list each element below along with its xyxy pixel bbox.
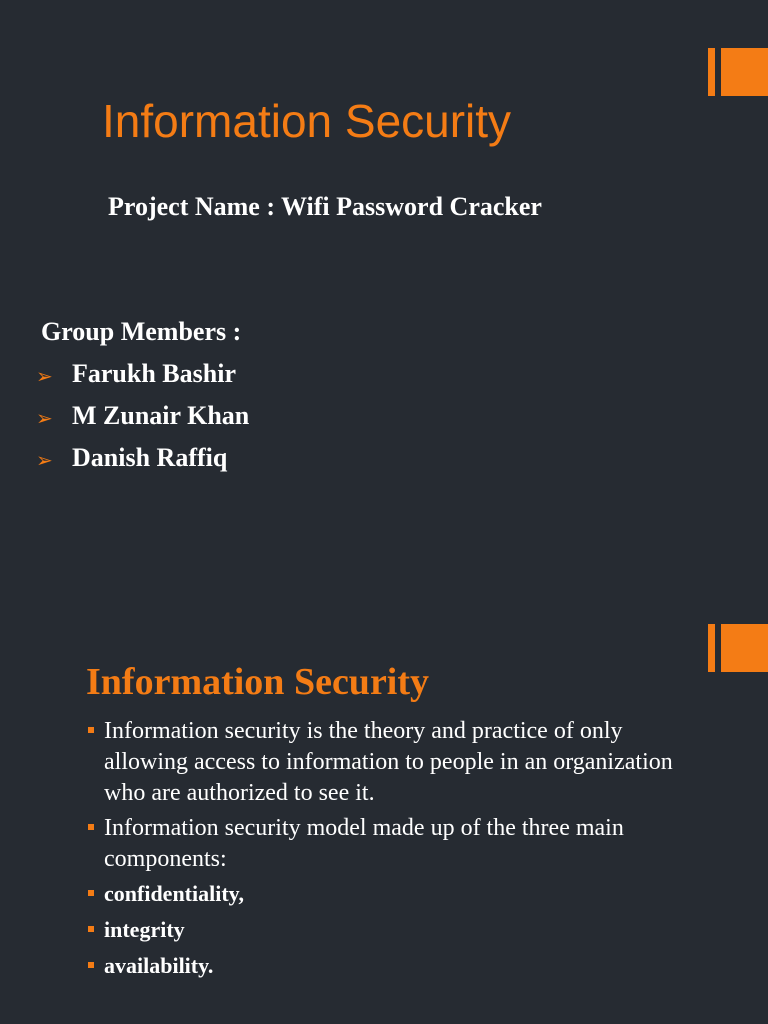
member-name: Danish Raffiq [72,443,228,472]
member-name: Farukh Bashir [72,359,236,388]
orange-accent-bar [708,624,768,672]
square-bullet-icon [88,962,94,968]
bullet-list [88,716,688,987]
slide-content [0,512,768,1024]
member-name: M Zunair Khan [72,401,250,430]
arrow-bullet-icon: ➢ [36,364,53,388]
accent-thick-block [721,48,768,96]
square-bullet-icon [88,890,94,896]
list-item [88,716,688,809]
component-text: confidentiality, [104,881,244,906]
accent-thin-stripe [708,48,715,96]
accent-thick-block [721,624,768,672]
list-item [88,879,688,909]
arrow-bullet-icon: ➢ [36,448,53,472]
accent-thin-stripe [708,624,715,672]
group-members-label: Group Members : [41,317,242,346]
square-bullet-icon [88,926,94,932]
group-members-list [36,359,249,485]
list-item [36,443,249,485]
slide-title-heading: Information Security [102,95,512,147]
arrow-bullet-icon: ➢ [36,406,53,430]
component-text: integrity [104,917,185,942]
list-item [36,401,249,443]
list-item [88,915,688,945]
list-item [88,951,688,981]
bullet-text: Information security model made up of the three main components: [104,815,624,872]
project-name-text: Project Name : Wifi Password Cracker [108,192,542,221]
list-item [36,359,249,401]
section-title-heading: Information Security [86,661,430,703]
component-text: availability. [104,953,214,978]
list-item [88,813,688,875]
bullet-text: Information security is the theory and practice of only allowing access to information to people in an organization who are authorized to see it. [104,718,673,806]
orange-accent-bar [708,48,768,96]
square-bullet-icon [88,727,94,733]
square-bullet-icon [88,824,94,830]
